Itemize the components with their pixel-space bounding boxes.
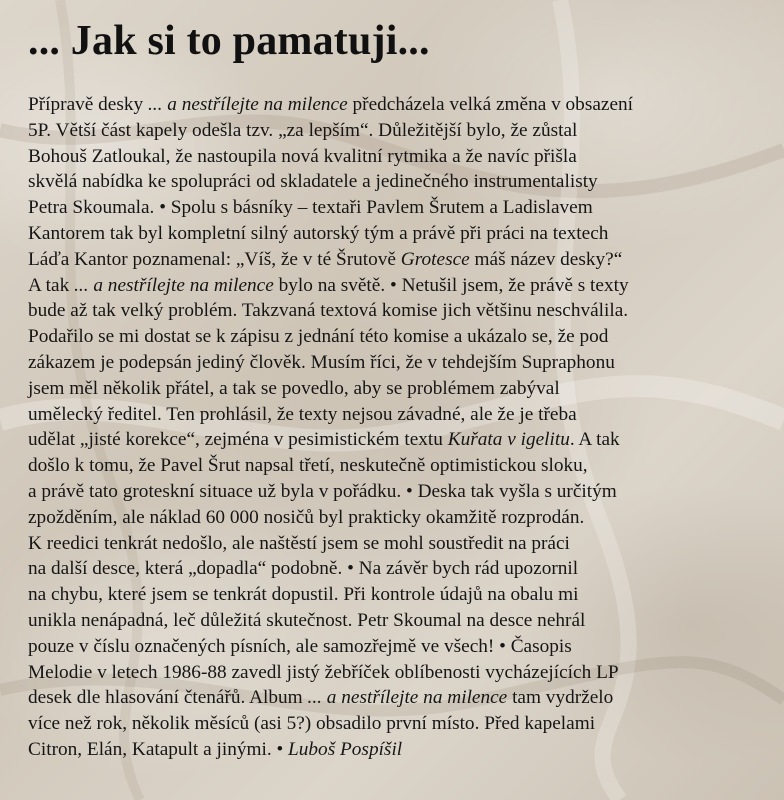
text-segment: více než rok, několik měsíců (asi 5?) obsadilo první místo. Před kapelami bbox=[28, 713, 596, 735]
body-paragraph bbox=[28, 92, 773, 763]
italic-title-text: Grotesce bbox=[400, 248, 470, 270]
italic-title-text: ... a nestřílejte na milence bbox=[74, 274, 274, 296]
text-segment: Láďa Kantor poznamenal: „Víš, že v té Šrutově bbox=[28, 248, 401, 270]
italic-title-text: Kuřata v igelitu bbox=[447, 429, 570, 451]
text-line bbox=[28, 608, 773, 634]
text-segment: K reedici tenkrát nedošlo, ale naštěstí jsem se mohl soustředit na práci bbox=[28, 532, 570, 554]
text-segment: udělat „jisté korekce“, zejména v pesimistickém textu bbox=[28, 429, 448, 451]
text-segment: tam vydrželo bbox=[507, 687, 614, 709]
text-line bbox=[28, 634, 773, 660]
text-segment: bylo na světě. • Netušil jsem, že právě s texty bbox=[273, 274, 629, 296]
text-line bbox=[28, 221, 773, 247]
text-line bbox=[28, 531, 773, 557]
text-line bbox=[28, 298, 773, 324]
text-segment: A tak bbox=[28, 274, 75, 296]
text-line bbox=[28, 92, 773, 118]
text-segment: umělecký ředitel. Ten prohlásil, že texty nejsou závadné, ale že je třeba bbox=[28, 403, 577, 425]
text-segment: Přípravě desky bbox=[28, 94, 148, 115]
text-segment: došlo k tomu, že Pavel Šrut napsal třetí, neskutečně optimistickou sloku, bbox=[28, 455, 588, 477]
text-segment: na chybu, které jsem se tenkrát dopustil. Při kontrole údajů na obalu mi bbox=[28, 584, 579, 606]
italic-title-text: ... a nestřílejte na milence bbox=[147, 94, 348, 115]
text-segment: jsem měl několik přátel, a tak se povedlo, aby se problémem zabýval bbox=[28, 377, 560, 399]
text-line bbox=[28, 685, 773, 711]
text-line bbox=[28, 169, 773, 195]
italic-title-text: Luboš Pospíšil bbox=[288, 738, 403, 760]
text-line bbox=[28, 556, 773, 582]
text-segment: . A tak bbox=[569, 429, 620, 451]
text-line bbox=[28, 402, 773, 428]
text-segment: unikla nenápadná, leč důležitá skutečnost. Petr Skoumal na desce nehrál bbox=[28, 609, 586, 631]
text-line bbox=[28, 247, 773, 273]
text-segment: Bohouš Zatloukal, že nastoupila nová kvalitní rytmika a že navíc přišla bbox=[28, 145, 577, 167]
text-line bbox=[28, 195, 773, 221]
text-segment: 5P. Větší část kapely odešla tzv. „za lepším“. Důležitější bylo, že zůstal bbox=[28, 119, 578, 141]
text-segment: Podařilo se mi dostat se k zápisu z jednání této komise a ukázalo se, že pod bbox=[28, 326, 609, 348]
text-line bbox=[28, 505, 773, 531]
text-line bbox=[28, 737, 773, 763]
text-segment: bude až tak velký problém. Takzvaná textová komise jich většinu neschválila. bbox=[28, 300, 629, 322]
text-segment: desek dle hlasování čtenářů. Album bbox=[28, 687, 308, 709]
text-line bbox=[28, 144, 773, 170]
text-line bbox=[28, 376, 773, 402]
text-segment: Melodie v letech 1986-88 zavedl jistý žebříček oblíbenosti vycházejících LP bbox=[28, 661, 619, 683]
text-segment: máš název desky?“ bbox=[469, 248, 623, 270]
text-line bbox=[28, 324, 773, 350]
text-segment: zákazem je podepsán jediný člověk. Musím říci, že v tehdejším Supraphonu bbox=[28, 351, 615, 373]
text-segment: pouze v číslu označených písních, ale samozřejmě ve všech! • Časopis bbox=[28, 635, 572, 657]
text-segment: a právě tato groteskní situace už byla v pořádku. • Deska tak vyšla s určitým bbox=[28, 480, 617, 502]
text-line bbox=[28, 660, 773, 686]
text-segment: předcházela velká změna v obsazení bbox=[347, 94, 633, 115]
text-segment: na další desce, která „dopadla“ podobně. • Na závěr bych rád upozornil bbox=[28, 558, 579, 580]
text-segment: Kantorem tak byl kompletní silný autorský tým a právě při práci na textech bbox=[28, 222, 609, 244]
text-line bbox=[28, 711, 773, 737]
text-line bbox=[28, 350, 773, 376]
text-segment: skvělá nabídka ke spolupráci od skladatele a jedinečného instrumentalisty bbox=[28, 171, 598, 193]
text-line bbox=[28, 118, 773, 144]
text-line bbox=[28, 273, 773, 299]
text-line bbox=[28, 582, 773, 608]
italic-title-text: ... a nestřílejte na milence bbox=[307, 687, 508, 709]
text-segment: zpožděním, ale náklad 60 000 nosičů byl prakticky okamžitě rozprodán. bbox=[28, 506, 585, 528]
text-line bbox=[28, 479, 773, 505]
text-segment: Petra Skoumala. • Spolu s básníky – textaři Pavlem Šrutem a Ladislavem bbox=[28, 197, 593, 219]
text-line bbox=[28, 427, 773, 453]
text-segment: Citron, Elán, Katapult a jinými. • bbox=[28, 738, 289, 760]
text-line bbox=[28, 453, 773, 479]
page-title: ... Jak si to pamatuji... bbox=[28, 18, 430, 64]
